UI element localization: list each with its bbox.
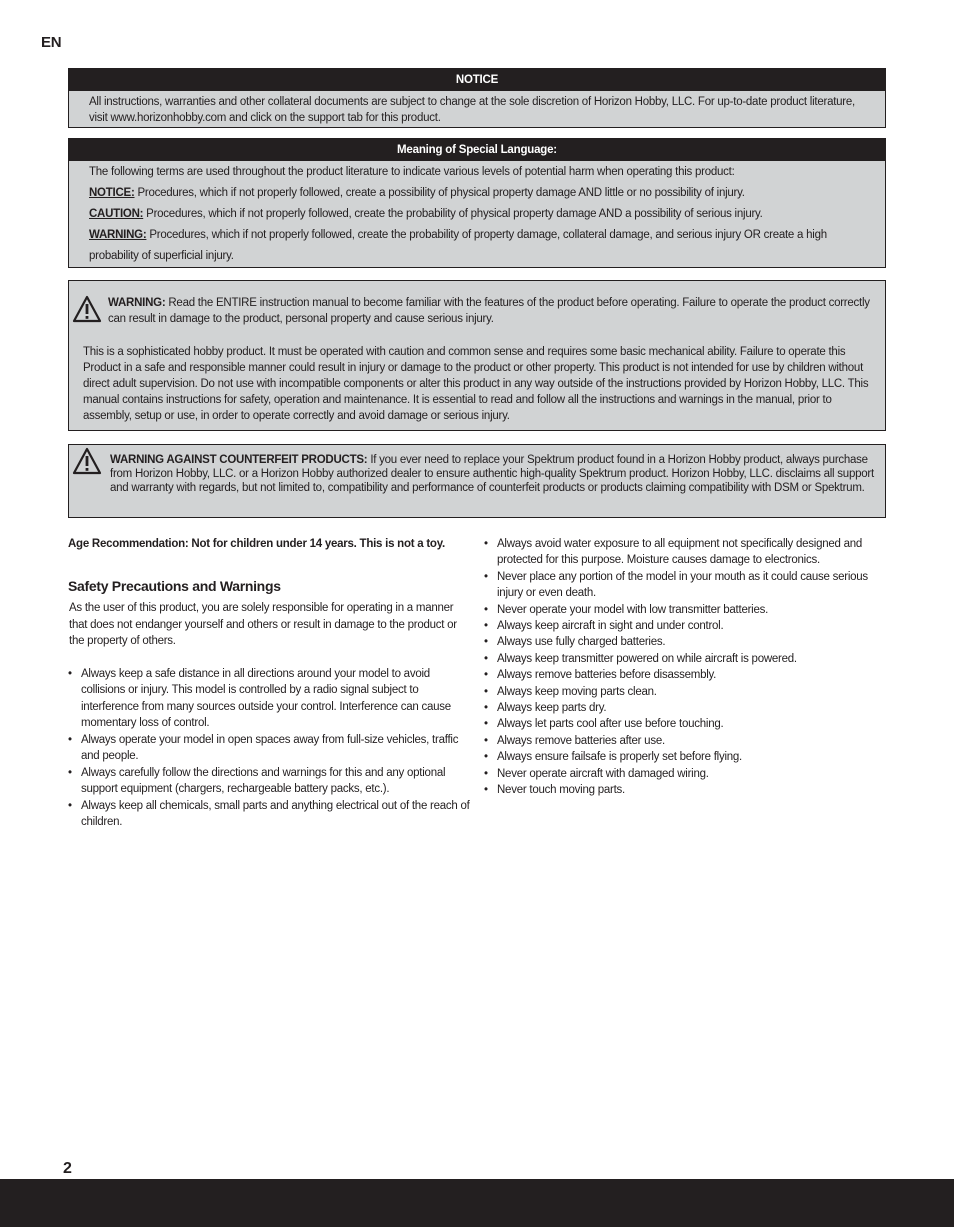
list-item: • Always keep aircraft in sight and under control. [484, 618, 889, 634]
list-item: • Always operate your model in open spaces away from full-size vehicles, traffic and people. [68, 732, 473, 765]
age-recommendation: Age Recommendation: Not for children under 14 years. This is not a toy. [68, 538, 445, 550]
term-warning [89, 225, 867, 267]
list-item: • Always keep parts dry. [484, 700, 889, 716]
list-item: • Always remove batteries before disassembly. [484, 667, 889, 683]
notice-box [68, 68, 886, 128]
term-text: Procedures, which if not properly followed, create a possibility of physical property damage AND little or no possibility of injury. [134, 187, 745, 199]
term-notice [89, 183, 867, 204]
list-item: • Always carefully follow the directions and warnings for this and any optional support equipment (chargers, rechargeable battery packs, etc.). [68, 765, 473, 798]
warning-triangle-icon [72, 295, 102, 323]
section-intro: As the user of this product, you are solely responsible for operating in a manner that does not endanger yourself and others or result in damage to the product or the property of others. [69, 602, 457, 647]
term-label: NOTICE: [89, 187, 135, 199]
special-language-intro: The following terms are used throughout the product literature to indicate various levels of potential harm when operating this product: [89, 166, 735, 178]
term-text: Procedures, which if not properly followed, create the probability of physical property damage AND a possibility of serious injury. [143, 208, 763, 220]
counterfeit-warning-text [110, 453, 880, 495]
notice-body: All instructions, warranties and other collateral documents are subject to change at the sole discretion of Horizon Hobby, LLC. For up-to-date product literature, visit www.horizonhobby.com and click on the support tab for this product. [89, 96, 855, 124]
safety-list [484, 536, 889, 799]
list-item: • Always keep transmitter powered on while aircraft is powered. [484, 651, 889, 667]
term-label: CAUTION: [89, 208, 144, 220]
term-text: Procedures, which if not properly followed, create the probability of property damage, collateral damage, and serious injury OR create a high probability of superficial injury. [89, 229, 827, 262]
warning-paragraph: This is a sophisticated hobby product. It must be operated with caution and common sense and requires some basic mechanical ability. Failure to operate this Product in a safe and responsible manner could result in injury or damage to the product or other property. This product is not intended for use by children without direct adult supervision. Do not use with incompatible components or alter this product in any way outside of the instructions provided by Horizon Hobby, LLC. This manual contains instructions for safety, operation and maintenance. It is essential to read and follow all the instructions and warnings in the manual, prior to assembly, setup or use, in order to operate correctly and avoid damage or serious injury. [83, 346, 869, 422]
special-language-body [69, 161, 885, 267]
left-column [68, 536, 473, 831]
language-code: EN [41, 34, 62, 51]
right-column [484, 536, 889, 799]
term-caution [89, 204, 867, 225]
section-title: Safety Precautions and Warnings [68, 578, 281, 594]
list-item: • Always let parts cool after use before touching. [484, 716, 889, 732]
warning-box [68, 280, 886, 431]
notice-title: NOTICE [69, 69, 885, 91]
special-language-title: Meaning of Special Language: [69, 139, 885, 161]
term-label: WARNING: [89, 229, 147, 241]
special-language-box [68, 138, 886, 268]
list-item: • Always use fully charged batteries. [484, 634, 889, 650]
list-item: • Always keep all chemicals, small parts and anything electrical out of the reach of children. [68, 798, 473, 831]
list-item: • Always remove batteries after use. [484, 733, 889, 749]
warning-text [108, 295, 871, 327]
footer-bar [0, 1179, 954, 1227]
counterfeit-warning-box [68, 444, 886, 518]
list-item: • Always avoid water exposure to all equipment not specifically designed and protected for this purpose. Moisture causes damage to electronics. [484, 536, 889, 569]
page-number: 2 [63, 1160, 72, 1177]
list-item: • Always ensure failsafe is properly set before flying. [484, 749, 889, 765]
warning-message: Read the ENTIRE instruction manual to become familiar with the features of the product before operating. Failure to operate the product correctly can result in damage to the product, personal property and cause serious injury. [108, 297, 870, 325]
list-item: • Always keep moving parts clean. [484, 684, 889, 700]
counterfeit-warning-label: WARNING AGAINST COUNTERFEIT PRODUCTS: [110, 454, 368, 466]
list-item: • Never operate aircraft with damaged wiring. [484, 766, 889, 782]
list-item: • Never place any portion of the model in your mouth as it could cause serious injury or even death. [484, 569, 889, 602]
list-item: • Always keep a safe distance in all directions around your model to avoid collisions or injury. This model is controlled by a radio signal subject to interference from many sources outside your control. Interference can cause momentary loss of control. [68, 666, 473, 732]
warning-triangle-icon [72, 447, 102, 475]
safety-list [68, 666, 473, 831]
list-item: • Never touch moving parts. [484, 782, 889, 798]
warning-label: WARNING: [108, 297, 166, 309]
list-item: • Never operate your model with low transmitter batteries. [484, 602, 889, 618]
counterfeit-warning-message: If you ever need to replace your Spektrum product found in a Horizon Hobby product, always purchase from Horizon Hobby, LLC. or a Horizon Hobby authorized dealer to ensure authentic high-quality Spektrum product. Horizon Hobby, LLC. disclaims all support and warranty with regards, but not limited to, compatibility and performance of counterfeit products or products claiming compatibility with DSM or Spektrum. [110, 454, 874, 494]
